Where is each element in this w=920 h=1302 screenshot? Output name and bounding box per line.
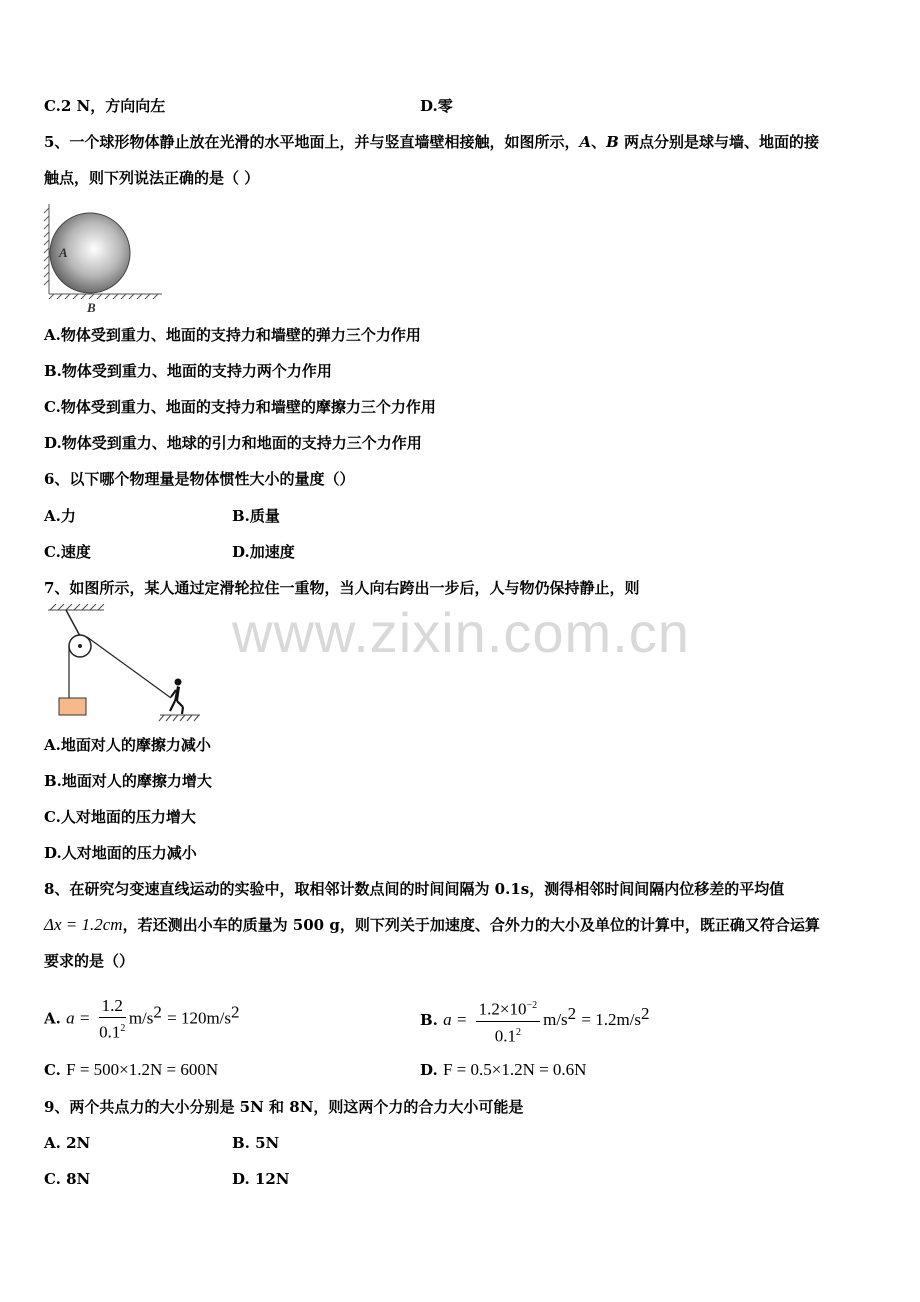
q7-rope-slanted [87, 637, 171, 698]
q8-option-d: D. F = 0.5×1.2N = 0.6N [420, 1060, 587, 1079]
q6-option-b: B.质量 [232, 507, 280, 525]
q8-stem-line3: 要求的是（） [44, 952, 135, 970]
q7-pulley-support [66, 610, 80, 636]
q9-option-d: D. 12N [232, 1170, 290, 1188]
q5-option-c: C.物体受到重力、地面的支持力和墙壁的摩擦力三个力作用 [44, 398, 436, 416]
q9-option-b: B. 5N [232, 1134, 280, 1152]
q6-option-c: C.速度 [44, 543, 91, 561]
q5-option-b: B.物体受到重力、地面的支持力两个力作用 [44, 362, 332, 380]
q7-option-c: C.人对地面的压力增大 [44, 808, 196, 826]
q9-option-a: A. 2N [44, 1134, 91, 1152]
q6-stem: 6、以下哪个物理量是物体惯性大小的量度（） [44, 470, 355, 488]
q9-option-c: C. 8N [44, 1170, 91, 1188]
q7-option-a: A.地面对人的摩擦力减小 [44, 736, 211, 754]
q4-option-d: D.零 [420, 97, 453, 115]
q6-option-a: A.力 [44, 507, 76, 525]
q8-option-c: C. F = 500×1.2N = 600N [44, 1060, 219, 1079]
q8-stem-line1: 8、在研究匀变速直线运动的实验中，取相邻计数点间的时间间隔为 0.1s，测得相邻时间间隔内位移差的平均值 [44, 880, 785, 898]
q7-stem: 7、如图所示，某人通过定滑轮拉住一重物，当人向右跨出一步后，人与物仍保持静止，则 [44, 579, 640, 597]
q7-option-d: D.人对地面的压力减小 [44, 844, 197, 862]
q5-label-a: A [59, 245, 68, 260]
q7-option-b: B.地面对人的摩擦力增大 [44, 772, 212, 790]
q8-option-a: A. a = $\frac{1.2}{0.1^2}$ $m/s^2 = 120m/s^2$ [44, 996, 240, 1042]
q8-option-b-fraction: $\frac{1.2\times 10^{-2}}{0.1^2}$ [476, 996, 540, 1046]
q5-option-d: D.物体受到重力、地球的引力和地面的支持力三个力作用 [44, 434, 422, 452]
q4-option-c: C.2 N，方向向左 [44, 97, 166, 115]
q7-pulley-figure [40, 604, 206, 726]
q7-weight-block [59, 698, 86, 715]
q9-stem: 9、两个共点力的大小分别是 5N 和 8N，则这两个力的合力大小可能是 [44, 1098, 524, 1116]
q5-ball-figure [40, 200, 168, 318]
q5-stem-line2: 触点，则下列说法正确的是（ ） [44, 169, 260, 187]
q5-wall [44, 204, 49, 294]
q7-ground [159, 715, 200, 721]
q5-option-a: A.物体受到重力、地面的支持力和墙壁的弹力三个力作用 [44, 326, 421, 344]
q5-ground [49, 294, 162, 299]
q5-stem-line1: 5、一个球形物体静止放在光滑的水平地面上，并与竖直墙壁相接触，如图所示，A、B 两点分别是球与墙、地面的接 [44, 133, 820, 151]
q8-stem-line2: Δx = 1.2cm，若还测出小车的质量为 500 g，则下列关于加速度、合外力的大小及单位的计算中，既正确又符合运算 [44, 915, 820, 934]
q6-option-d: D.加速度 [232, 543, 295, 561]
q8-option-a-fraction: $\frac{1.2}{0.1^2}$ [99, 996, 126, 1042]
q5-point-b: B [606, 133, 619, 151]
q8-delta-x: Δx = 1.2cm [44, 915, 123, 934]
q7-ceiling [48, 604, 104, 610]
watermark: www.zixin.com.cn [232, 601, 690, 664]
q8-option-b: B. a = $\frac{1.2\times 10^{-2}}{0.1^2}$ $m/s^2 = 1.2m/s^2$ [420, 996, 650, 1046]
q7-person [170, 679, 183, 715]
q5-label-b: B [87, 300, 96, 315]
q5-point-a: A [579, 133, 592, 151]
